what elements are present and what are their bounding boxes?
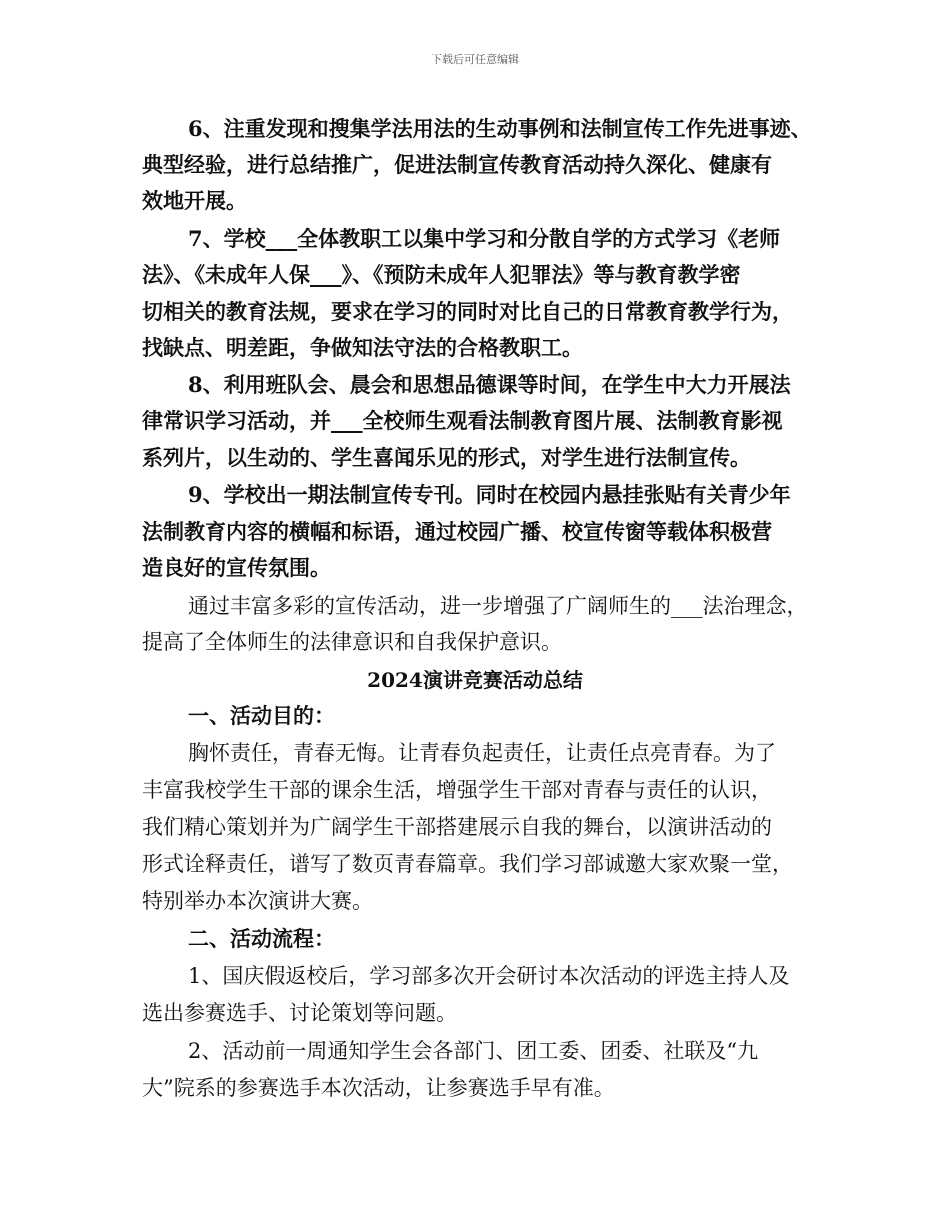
process-step-2-line-1: 2、活动前一周通知学生会各部门、团工委、团委、社联及“九: [188, 1039, 759, 1063]
item-8-line-1: 8、利用班队会、晨会和思想品德课等时间，在学生中大力开展法: [188, 372, 791, 397]
process-heading: 二、活动流程：: [188, 926, 335, 951]
item-9-line-2: 法制教育内容的横幅和标语，通过校园广播、校宣传窗等载体积极营: [142, 519, 772, 544]
purpose-line-1: 胸怀责任，青春无悔。让青春负起责任，让责任点亮青春。为了: [188, 741, 776, 765]
item-7-line-4: 找缺点、明差距，争做知法守法的合格教职工。: [142, 335, 583, 360]
item-6-line-3: 效地开展。: [142, 188, 247, 213]
page-header-note: 下载后可任意编辑: [431, 53, 519, 66]
item-8-line-2: 律常识学习活动，并___全校师生观看法制教育图片展、法制教育影视: [142, 408, 783, 433]
process-step-2-line-2: 大”院系的参赛选手本次活动，让参赛选手早有准。: [142, 1076, 615, 1100]
process-step-1-line-1: 1、国庆假返校后，学习部多次开会研讨本次活动的评选主持人及: [188, 964, 790, 988]
process-step-1-line-2: 选出参赛选手、讨论策划等问题。: [142, 1001, 457, 1025]
purpose-line-4: 形式诠释责任，谱写了数页青春篇章。我们学习部诚邀大家欢聚一堂，: [142, 852, 793, 876]
item-6-line-2: 典型经验，进行总结推广，促进法制宣传教育活动持久深化、健康有: [142, 152, 772, 177]
purpose-line-2: 丰富我校学生干部的课余生活，增强学生干部对青春与责任的认识，: [142, 778, 772, 802]
purpose-line-5: 特别举办本次演讲大赛。: [142, 889, 373, 913]
item-7-line-2: 法》、《未成年人保___》、《预防未成年人犯罪法》等与教育教学密: [142, 262, 741, 287]
section-title: 2024演讲竞赛活动总结: [367, 668, 583, 692]
item-9-line-3: 造良好的宣传氛围。: [142, 555, 331, 580]
item-8-line-3: 系列片，以生动的、学生喜闻乐见的形式，对学生进行法制宣传。: [142, 445, 751, 470]
item-7-line-3: 切相关的教育法规，要求在学习的同时对比自己的日常教育教学行为，: [142, 299, 793, 324]
item-7-line-1: 7、学校___全体教职工以集中学习和分散自学的方式学习《老师: [188, 226, 781, 251]
item-9-line-1: 9、学校出一期法制宣传专刊。同时在校园内悬挂张贴有关青少年: [188, 482, 791, 507]
item-6-line-1: 6、注重发现和搜集学法用法的生动事例和法制宣传工作先进事迹、: [188, 116, 812, 141]
purpose-heading: 一、活动目的：: [188, 703, 335, 728]
conclusion-line-2: 提高了全体师生的法律意识和自我保护意识。: [142, 630, 562, 654]
conclusion-line-1: 通过丰富多彩的宣传活动，进一步增强了广阔师生的___法治理念，: [188, 594, 808, 618]
purpose-line-3: 我们精心策划并为广阔学生干部搭建展示自我的舞台，以演讲活动的: [142, 815, 772, 839]
